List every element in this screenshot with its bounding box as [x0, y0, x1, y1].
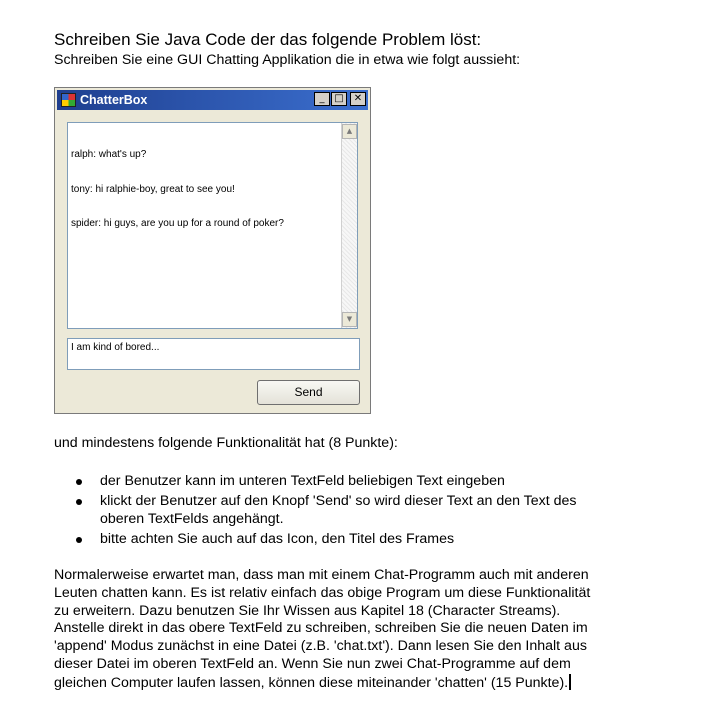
list-item — [54, 492, 674, 528]
list-item-text: der Benutzer kann im unteren TextFeld beliebigen Text eingeben — [100, 473, 505, 489]
list-item — [54, 530, 674, 548]
bullet-icon — [76, 537, 82, 543]
chat-history-textarea — [67, 122, 358, 329]
intro-text: Schreiben Sie eine GUI Chatting Applikation die in etwa wie folgt aussieht: — [54, 52, 521, 68]
chat-line: spider: hi guys, are you up for a round of poker? — [71, 218, 284, 229]
extension-paragraph — [54, 567, 674, 693]
window-controls — [314, 92, 366, 106]
paragraph-line: gleichen Computer laufen lassen, können diese miteinander 'chatten' (15 Punkte). — [54, 674, 569, 691]
message-input-value: I am kind of bored... — [71, 342, 160, 353]
paragraph-line: 'append' Modus zunächst in eine Datei (z.B. 'chat.txt'). Dann lesen Sie den Inhalt aus — [54, 638, 587, 655]
list-item-text: klickt der Benutzer auf den Knopf 'Send' so wird dieser Text an den Text des — [100, 493, 577, 509]
chat-lines — [71, 126, 284, 253]
message-input — [67, 338, 360, 370]
bullet-icon — [76, 479, 82, 485]
paragraph-line: zu erweitern. Dazu benutzen Sie Ihr Wissen aus Kapitel 18 (Character Streams). — [54, 602, 561, 619]
bullet-icon — [76, 499, 82, 505]
list-item-text: oberen TextFelds angehängt. — [100, 511, 284, 527]
page-heading: Schreiben Sie Java Code der das folgende Problem löst: — [54, 30, 482, 49]
minimize-icon: _ — [314, 92, 330, 106]
functionality-lead: und mindestens folgende Funktionalität hat (8 Punkte): — [54, 435, 398, 451]
chat-line: tony: hi ralphie-boy, great to see you! — [71, 183, 235, 195]
window-titlebar — [57, 90, 368, 110]
paragraph-line: Leuten chatten kann. Es ist relativ einfach das obige Program um diese Funktionalität — [54, 584, 591, 601]
list-item — [54, 472, 674, 490]
maximize-icon: □ — [331, 92, 347, 106]
paragraph-line: Anstelle direkt in das obere TextFeld zu schreiben, schreiben Sie die neuen Daten im — [54, 620, 588, 637]
paragraph-line: Normalerweise erwartet man, dass man mit einem Chat-Programm auch mit anderen — [54, 567, 589, 583]
app-icon — [61, 93, 76, 107]
list-item-text: bitte achten Sie auch auf das Icon, den Titel des Frames — [100, 531, 455, 547]
chat-line: ralph: what's up? — [71, 149, 147, 160]
paragraph-line: dieser Datei im oberen TextFeld an. Wenn Sie nun zwei Chat-Programme auf dem — [54, 655, 571, 672]
chatterbox-window-screenshot — [54, 87, 371, 414]
paragraph-last-line — [54, 674, 674, 693]
window-title: ChatterBox — [80, 93, 148, 107]
scroll-up-icon: ▲ — [342, 124, 357, 139]
chat-scrollbar — [341, 123, 357, 328]
send-button: Send — [257, 380, 360, 405]
close-icon: ✕ — [350, 92, 366, 106]
scroll-down-icon: ▼ — [342, 312, 357, 327]
text-cursor — [569, 674, 571, 690]
requirements-list — [54, 472, 674, 550]
